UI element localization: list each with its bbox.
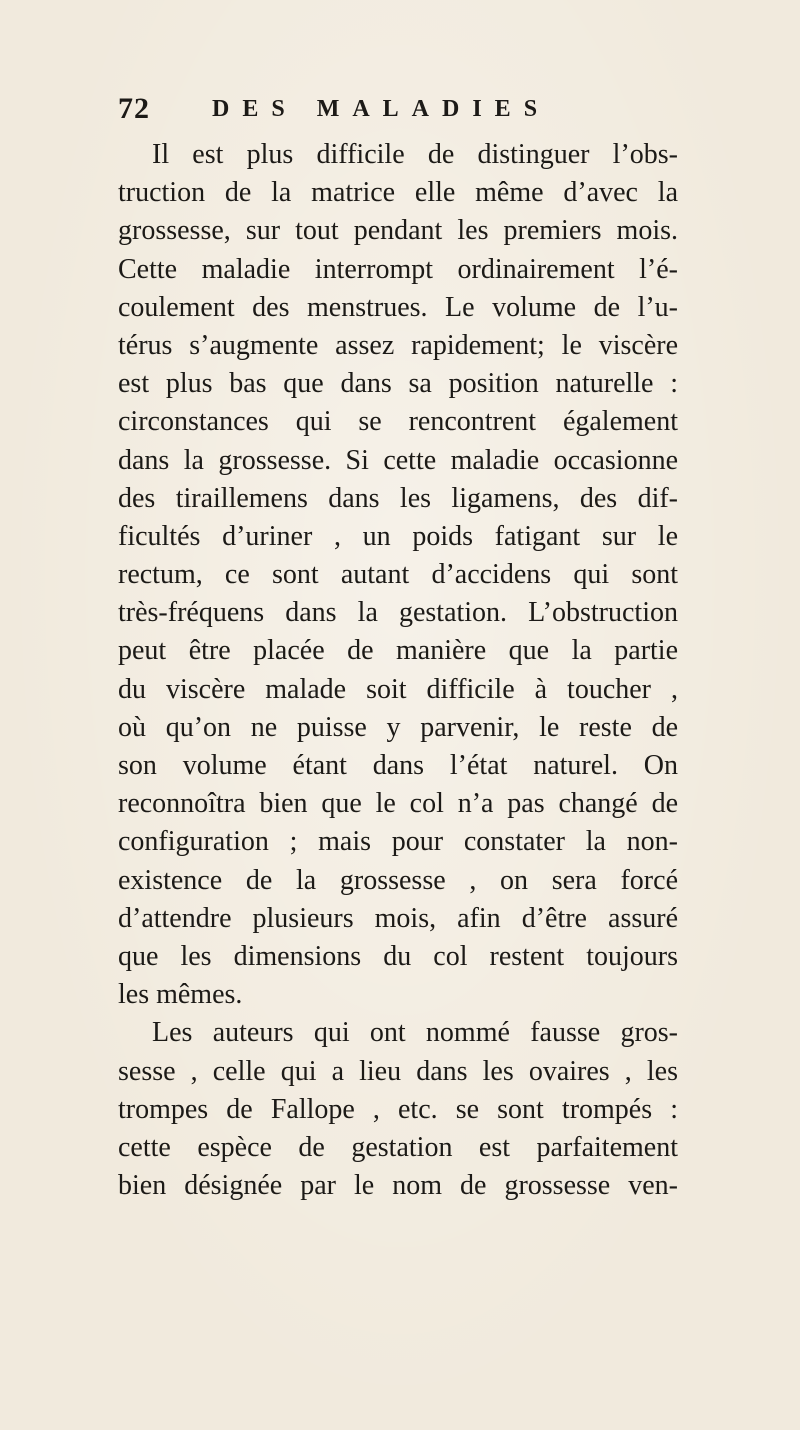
text-line: très-fréquens dans la gestation. L’obstruction (118, 597, 678, 629)
text-line: que les dimensions du col restent toujours (118, 940, 678, 972)
text-line: grossesse, sur tout pendant les premiers mois. (118, 215, 678, 247)
text-line: du viscère malade soit difficile à toucher , (118, 673, 678, 705)
text-line: térus s’augmente assez rapidement; le viscère (118, 329, 678, 361)
text-line: son volume étant dans l’état naturel. On (118, 750, 678, 781)
text-line: reconnoîtra bien que le col n’a pas changé de (118, 788, 678, 820)
text-line: circonstances qui se rencontrent également (118, 406, 678, 438)
text-line: Il est plus difficile de distinguer l’obs- (152, 139, 678, 170)
text-line: bien désignée par le nom de grossesse ven- (118, 1170, 678, 1202)
text-line: ficultés d’uriner , un poids fatigant sur le (118, 520, 678, 552)
text-line: d’attendre plusieurs mois, afin d’être assuré (118, 902, 678, 934)
text-line: cette espèce de gestation est parfaitement (118, 1131, 678, 1163)
text-line: configuration ; mais pour constater la non- (118, 826, 678, 858)
text-line: Les auteurs qui ont nommé fausse gros- (152, 1017, 678, 1049)
text-line: truction de la matrice elle même d’avec la (118, 177, 678, 209)
text-line: où qu’on ne puisse y parvenir, le reste de (118, 711, 678, 743)
body-text (118, 136, 678, 1205)
text-line: est plus bas que dans sa position naturelle : (118, 368, 678, 400)
text-line: Cette maladie interrompt ordinairement l’é- (118, 253, 678, 285)
text-line: sesse , celle qui a lieu dans les ovaires , les (118, 1055, 678, 1087)
text-line: trompes de Fallope , etc. se sont trompés : (118, 1093, 678, 1125)
page-header (118, 92, 678, 132)
page-number: 72 (118, 92, 150, 125)
text-line: coulement des menstrues. Le volume de l’u- (118, 291, 678, 323)
text-line: les mêmes. (118, 979, 243, 1011)
running-head: DES MALADIES (212, 96, 551, 122)
text-line: rectum, ce sont autant d’accidens qui sont (118, 559, 678, 591)
text-line: existence de la grossesse , on sera forcé (118, 864, 678, 896)
text-line: peut être placée de manière que la partie (118, 635, 678, 667)
text-line: dans la grossesse. Si cette maladie occasionne (118, 444, 678, 476)
text-line: des tiraillemens dans les ligamens, des dif- (118, 482, 678, 514)
